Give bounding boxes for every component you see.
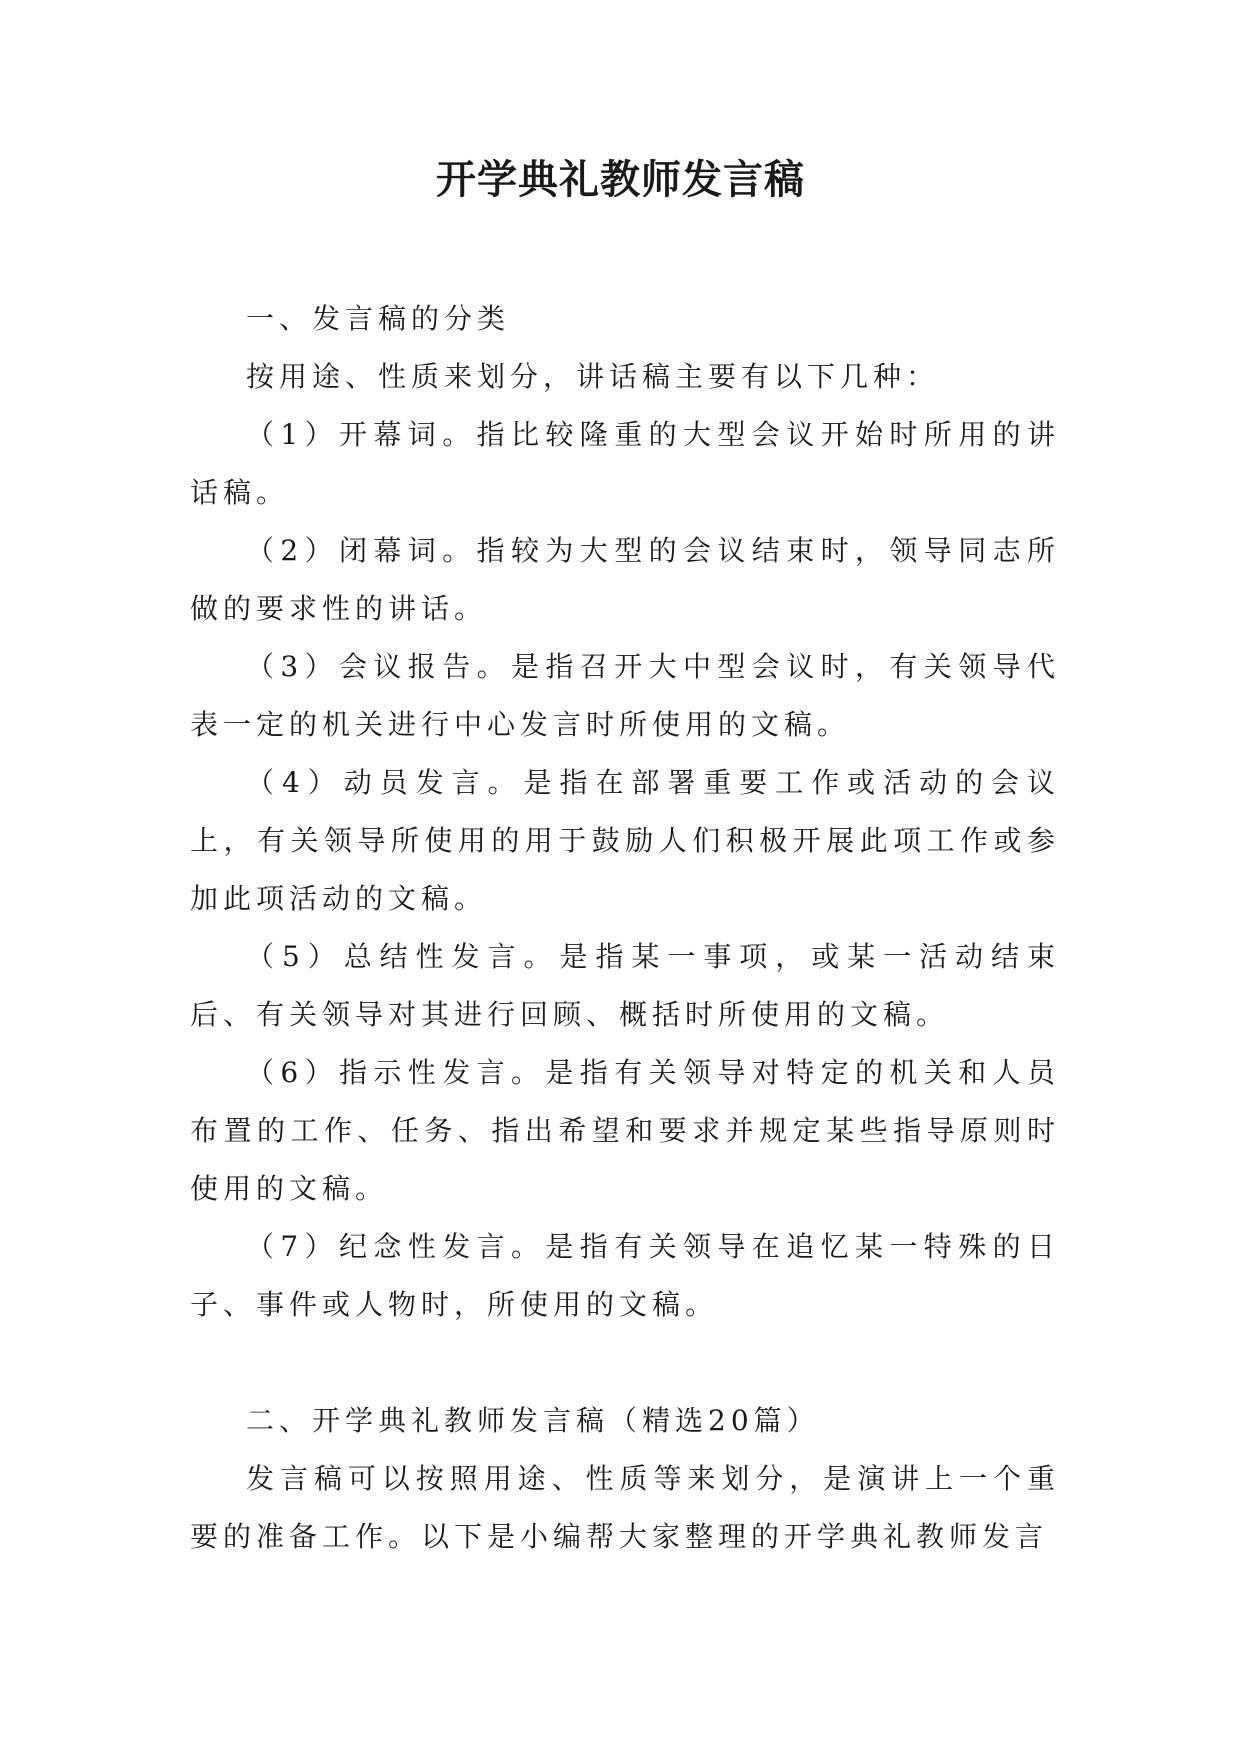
document-body: [190, 290, 1060, 1566]
list-item-summary-speech: （5）总结性发言。是指某一事项，或某一活动结束后、有关领导对其进行回顾、概括时所使用的文稿。: [190, 940, 1060, 1031]
list-item-meeting-report: （3）会议报告。是指召开大中型会议时，有关领导代表一定的机关进行中心发言时所使用的文稿。: [190, 650, 1060, 741]
paragraph-section-2-intro: 发言稿可以按照用途、性质等来划分，是演讲上一个重要的准备工作。以下是小编帮大家整理的开学典礼教师发言: [190, 1462, 1060, 1553]
list-item-mobilization-speech: （4）动员发言。是指在部署重要工作或活动的会议上，有关领导所使用的用于鼓励人们积极开展此项工作或参加此项活动的文稿。: [190, 766, 1060, 915]
list-item-closing-speech: （2）闭幕词。指较为大型的会议结束时，领导同志所做的要求性的讲话。: [190, 534, 1060, 625]
section-heading-1: 一、发言稿的分类: [246, 302, 511, 335]
list-item-opening-speech: （1）开幕词。指比较隆重的大型会议开始时所用的讲话稿。: [190, 418, 1060, 509]
paragraph-intro: 按用途、性质来划分，讲话稿主要有以下几种：: [246, 360, 940, 393]
document-title: 开学典礼教师发言稿: [436, 156, 805, 203]
list-item-directive-speech: （6）指示性发言。是指有关领导对特定的机关和人员布置的工作、任务、指出希望和要求并规定某些指导原则时使用的文稿。: [190, 1056, 1060, 1205]
section-heading-2: 二、开学典礼教师发言稿（精选20篇）: [246, 1404, 820, 1437]
list-item-commemorative-speech: （7）纪念性发言。是指有关领导在追忆某一特殊的日子、事件或人物时，所使用的文稿。: [190, 1230, 1060, 1321]
